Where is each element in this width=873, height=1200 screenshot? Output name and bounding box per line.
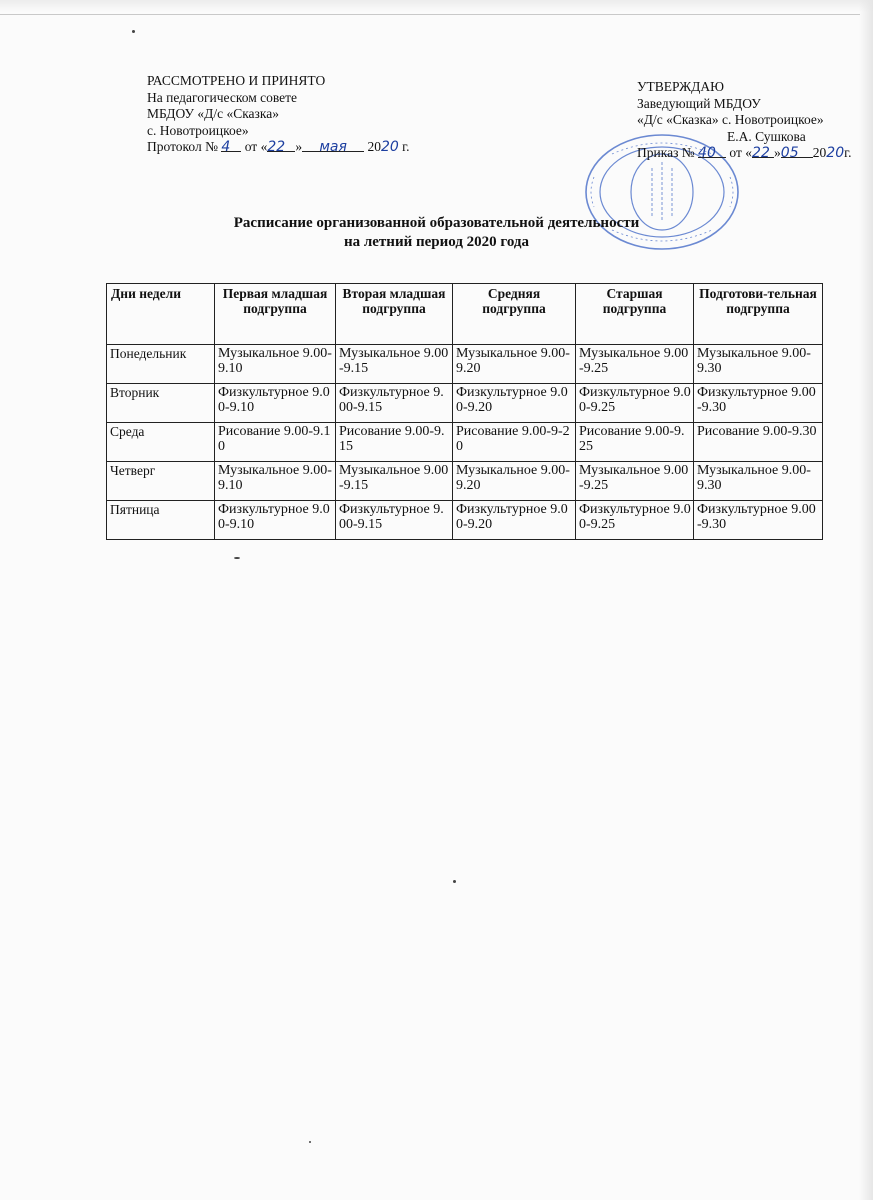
approval-village: с. Новотроицкое» bbox=[147, 122, 249, 138]
protocol-day-handwritten: 22 bbox=[267, 139, 286, 155]
scan-speck bbox=[453, 880, 456, 883]
order-year-prefix: 20 bbox=[812, 145, 827, 160]
activity-cell: Физкультурное 9.00-9.25 bbox=[576, 384, 694, 423]
table-row bbox=[107, 384, 823, 423]
confirm-block bbox=[637, 79, 852, 162]
activity-cell: Музыкальное 9.00-9.15 bbox=[336, 345, 453, 384]
approval-protocol-line: Протокол № 4 от «22 » мая 2020 г. bbox=[147, 139, 410, 155]
header-middle: Средняя подгруппа bbox=[453, 284, 576, 345]
day-cell: Среда bbox=[107, 423, 215, 462]
table-row bbox=[107, 423, 823, 462]
activity-cell: Музыкальное 9.00-9.10 bbox=[215, 345, 336, 384]
order-year-end: г. bbox=[844, 145, 852, 160]
activity-cell: Музыкальное 9.00-9.15 bbox=[336, 462, 453, 501]
activity-cell: Рисование 9.00-9.10 bbox=[215, 423, 336, 462]
day-cell: Понедельник bbox=[107, 345, 215, 384]
activity-cell: Физкультурное 9.00-9.30 bbox=[694, 384, 823, 423]
activity-cell: Физкультурное 9.00-9.20 bbox=[453, 501, 576, 540]
protocol-label: Протокол № bbox=[147, 139, 218, 154]
activity-cell: Физкультурное 9.00-9.15 bbox=[336, 384, 453, 423]
protocol-month-handwritten: мая bbox=[319, 139, 347, 155]
schedule-table bbox=[106, 283, 823, 540]
activity-cell: Музыкальное 9.00-9.20 bbox=[453, 462, 576, 501]
activity-cell: Музыкальное 9.00-9.25 bbox=[576, 462, 694, 501]
activity-cell: Рисование 9.00-9-20 bbox=[453, 423, 576, 462]
scan-speck bbox=[234, 557, 240, 559]
table-row bbox=[107, 345, 823, 384]
activity-cell: Музыкальное 9.00-9.30 bbox=[694, 462, 823, 501]
scan-speck bbox=[309, 1141, 311, 1143]
page-subtitle: на летний период 2020 года bbox=[343, 234, 530, 250]
protocol-date-label: от « bbox=[244, 139, 268, 154]
approval-institution: МБДОУ «Д/с «Сказка» bbox=[147, 106, 279, 121]
activity-cell: Физкультурное 9.00-9.25 bbox=[576, 501, 694, 540]
activity-cell: Физкультурное 9.00-9.30 bbox=[694, 501, 823, 540]
confirm-institution: «Д/с «Сказка» с. Новотроицкое» bbox=[637, 112, 824, 127]
activity-cell: Музыкальное 9.00-9.30 bbox=[694, 345, 823, 384]
activity-cell: Физкультурное 9.00-9.10 bbox=[215, 384, 336, 423]
table-row bbox=[107, 501, 823, 540]
order-date-label: от « bbox=[729, 145, 753, 160]
activity-cell: Музыкальное 9.00-9.10 bbox=[215, 462, 336, 501]
protocol-year-prefix: 20 bbox=[367, 139, 381, 154]
protocol-number-handwritten: 4 bbox=[221, 139, 231, 155]
activity-cell: Физкультурное 9.00-9.10 bbox=[215, 501, 336, 540]
table-row bbox=[107, 462, 823, 501]
header-preparatory: Подготови-тельная подгруппа bbox=[694, 284, 823, 345]
confirm-heading: УТВЕРЖДАЮ bbox=[637, 79, 725, 94]
header-second-junior: Вторая младшая подгруппа bbox=[336, 284, 453, 345]
activity-cell: Музыкальное 9.00-9.20 bbox=[453, 345, 576, 384]
order-month-handwritten: 05 bbox=[780, 145, 799, 161]
activity-cell: Рисование 9.00-9.30 bbox=[694, 423, 823, 462]
scan-speck bbox=[132, 30, 135, 33]
order-day-handwritten: 22 bbox=[752, 145, 770, 161]
approval-heading: РАССМОТРЕНО И ПРИНЯТО bbox=[147, 73, 326, 88]
scan-edge-right bbox=[859, 0, 873, 1200]
day-cell: Вторник bbox=[107, 384, 215, 423]
activity-cell: Физкультурное 9.00-9.15 bbox=[336, 501, 453, 540]
approval-block bbox=[147, 73, 410, 156]
day-cell: Пятница bbox=[107, 501, 215, 540]
activity-cell: Музыкальное 9.00-9.25 bbox=[576, 345, 694, 384]
confirm-name-line bbox=[637, 129, 852, 146]
order-number-handwritten: 40 bbox=[698, 145, 716, 161]
scan-edge bbox=[0, 0, 873, 12]
protocol-year-handwritten: 20 bbox=[380, 139, 399, 155]
activity-cell: Физкультурное 9.00-9.20 bbox=[453, 384, 576, 423]
header-first-junior: Первая младшая подгруппа bbox=[215, 284, 336, 345]
protocol-year-end: г. bbox=[402, 139, 410, 154]
header-senior: Старшая подгруппа bbox=[576, 284, 694, 345]
director-name: Е.А. Сушкова bbox=[727, 128, 806, 144]
confirm-order-line: Приказ № 40 от «22 »05 2020г. bbox=[637, 145, 852, 161]
activity-cell: Рисование 9.00-9.25 bbox=[576, 423, 694, 462]
header-days: Дни недели bbox=[107, 284, 215, 345]
approval-council: На педагогическом совете bbox=[147, 89, 298, 105]
page-title: Расписание организованной образовательной деятельности bbox=[233, 215, 640, 231]
activity-cell: Рисование 9.00-9.15 bbox=[336, 423, 453, 462]
order-label: Приказ № bbox=[637, 145, 695, 160]
confirm-position: Заведующий МБДОУ bbox=[637, 95, 761, 111]
scan-line bbox=[0, 14, 860, 15]
table-header-row bbox=[107, 284, 823, 345]
order-year-handwritten: 20 bbox=[826, 145, 845, 161]
day-cell: Четверг bbox=[107, 462, 215, 501]
